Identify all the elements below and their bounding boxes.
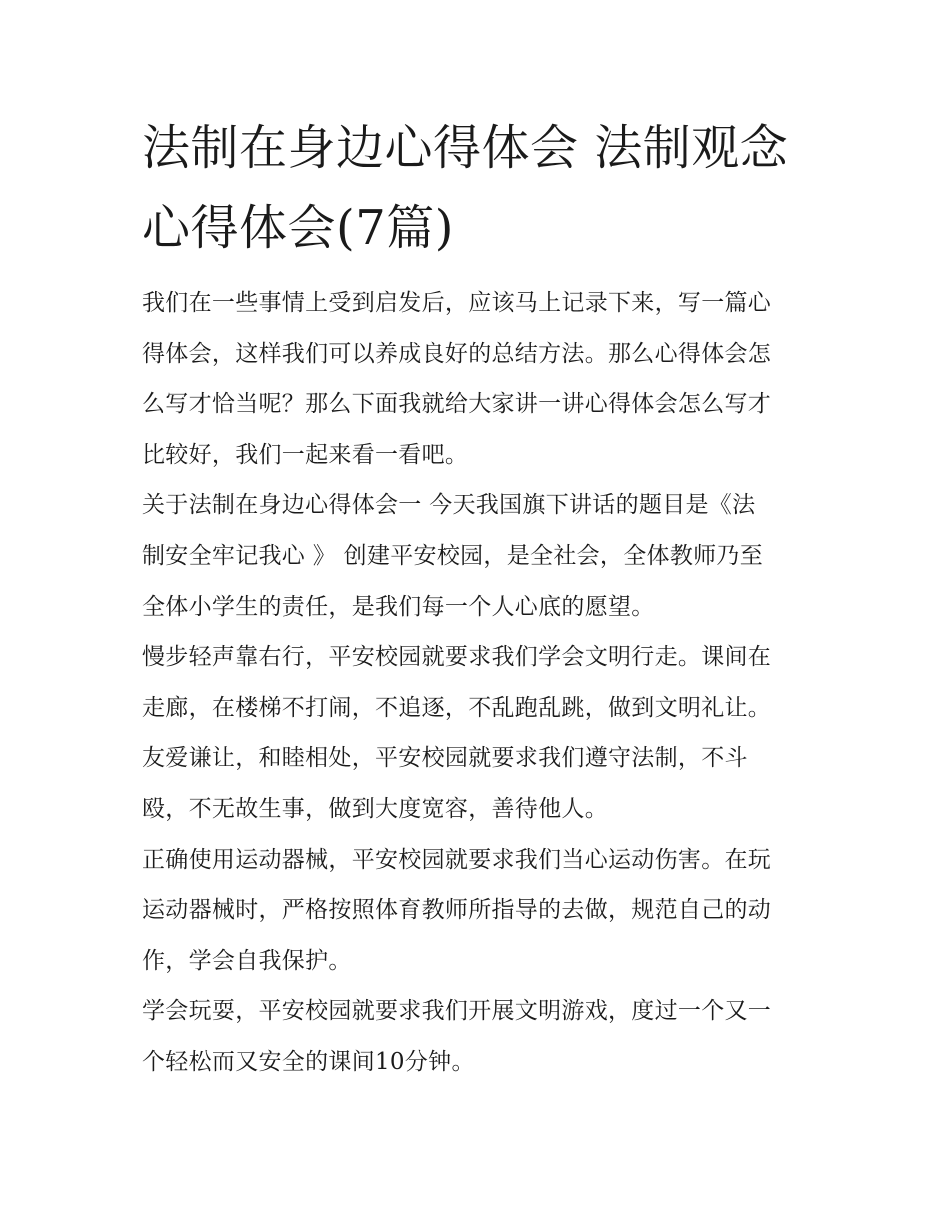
paragraph-games [142,986,814,1087]
text-line: 慢步轻声靠右行，平安校园就要求我们学会文明行走。课间在 [142,644,772,671]
paragraph-intro [142,278,814,480]
text-line: 全体小学生的责任，是我们每一个人心底的愿望。 [142,593,655,620]
text-line: 殴，不无故生事，做到大度宽容，善待他人。 [142,795,608,822]
text-line: 正确使用运动器械，平安校园就要求我们当心运动伤害。在玩 [142,846,772,873]
text-line: 个轻松而又安全的课间10分钟。 [142,1048,475,1075]
text-line: 作，学会自我保护。 [142,947,352,974]
text-line: 么写才恰当呢？那么下面我就给大家讲一讲心得体会怎么写才 [142,391,772,418]
title-line: 心得体会(7篇) [142,200,454,256]
title-line: 法制在身边心得体会 法制观念 [142,120,789,176]
text-line: 关于法制在身边心得体会一 今天我国旗下讲话的题目是《法 [142,492,756,519]
text-line: 友爱谦让，和睦相处，平安校园就要求我们遵守法制，不斗 [142,745,748,772]
paragraph-speech-topic [142,480,814,632]
text-line: 运动器械时，严格按照体育教师所指导的去做，规范自己的动 [142,897,772,924]
text-line: 学会玩耍，平安校园就要求我们开展文明游戏，度过一个又一 [142,998,772,1025]
paragraph-walking [142,632,814,834]
text-line: 我们在一些事情上受到启发后，应该马上记录下来，写一篇心 [142,290,772,316]
document-body [142,278,814,1088]
paragraph-equipment [142,835,814,987]
text-line: 比较好，我们一起来看一看吧。 [142,441,469,468]
text-line: 得体会，这样我们可以养成良好的总结方法。那么心得体会怎 [142,340,772,367]
document-title [142,108,814,268]
document-page [142,108,814,1088]
text-line: 制安全牢记我心 》 创建平安校园，是全社会，全体教师乃至 [142,542,764,569]
text-line: 走廊，在楼梯不打闹，不追逐，不乱跑乱跳，做到文明礼让。 [142,694,772,721]
